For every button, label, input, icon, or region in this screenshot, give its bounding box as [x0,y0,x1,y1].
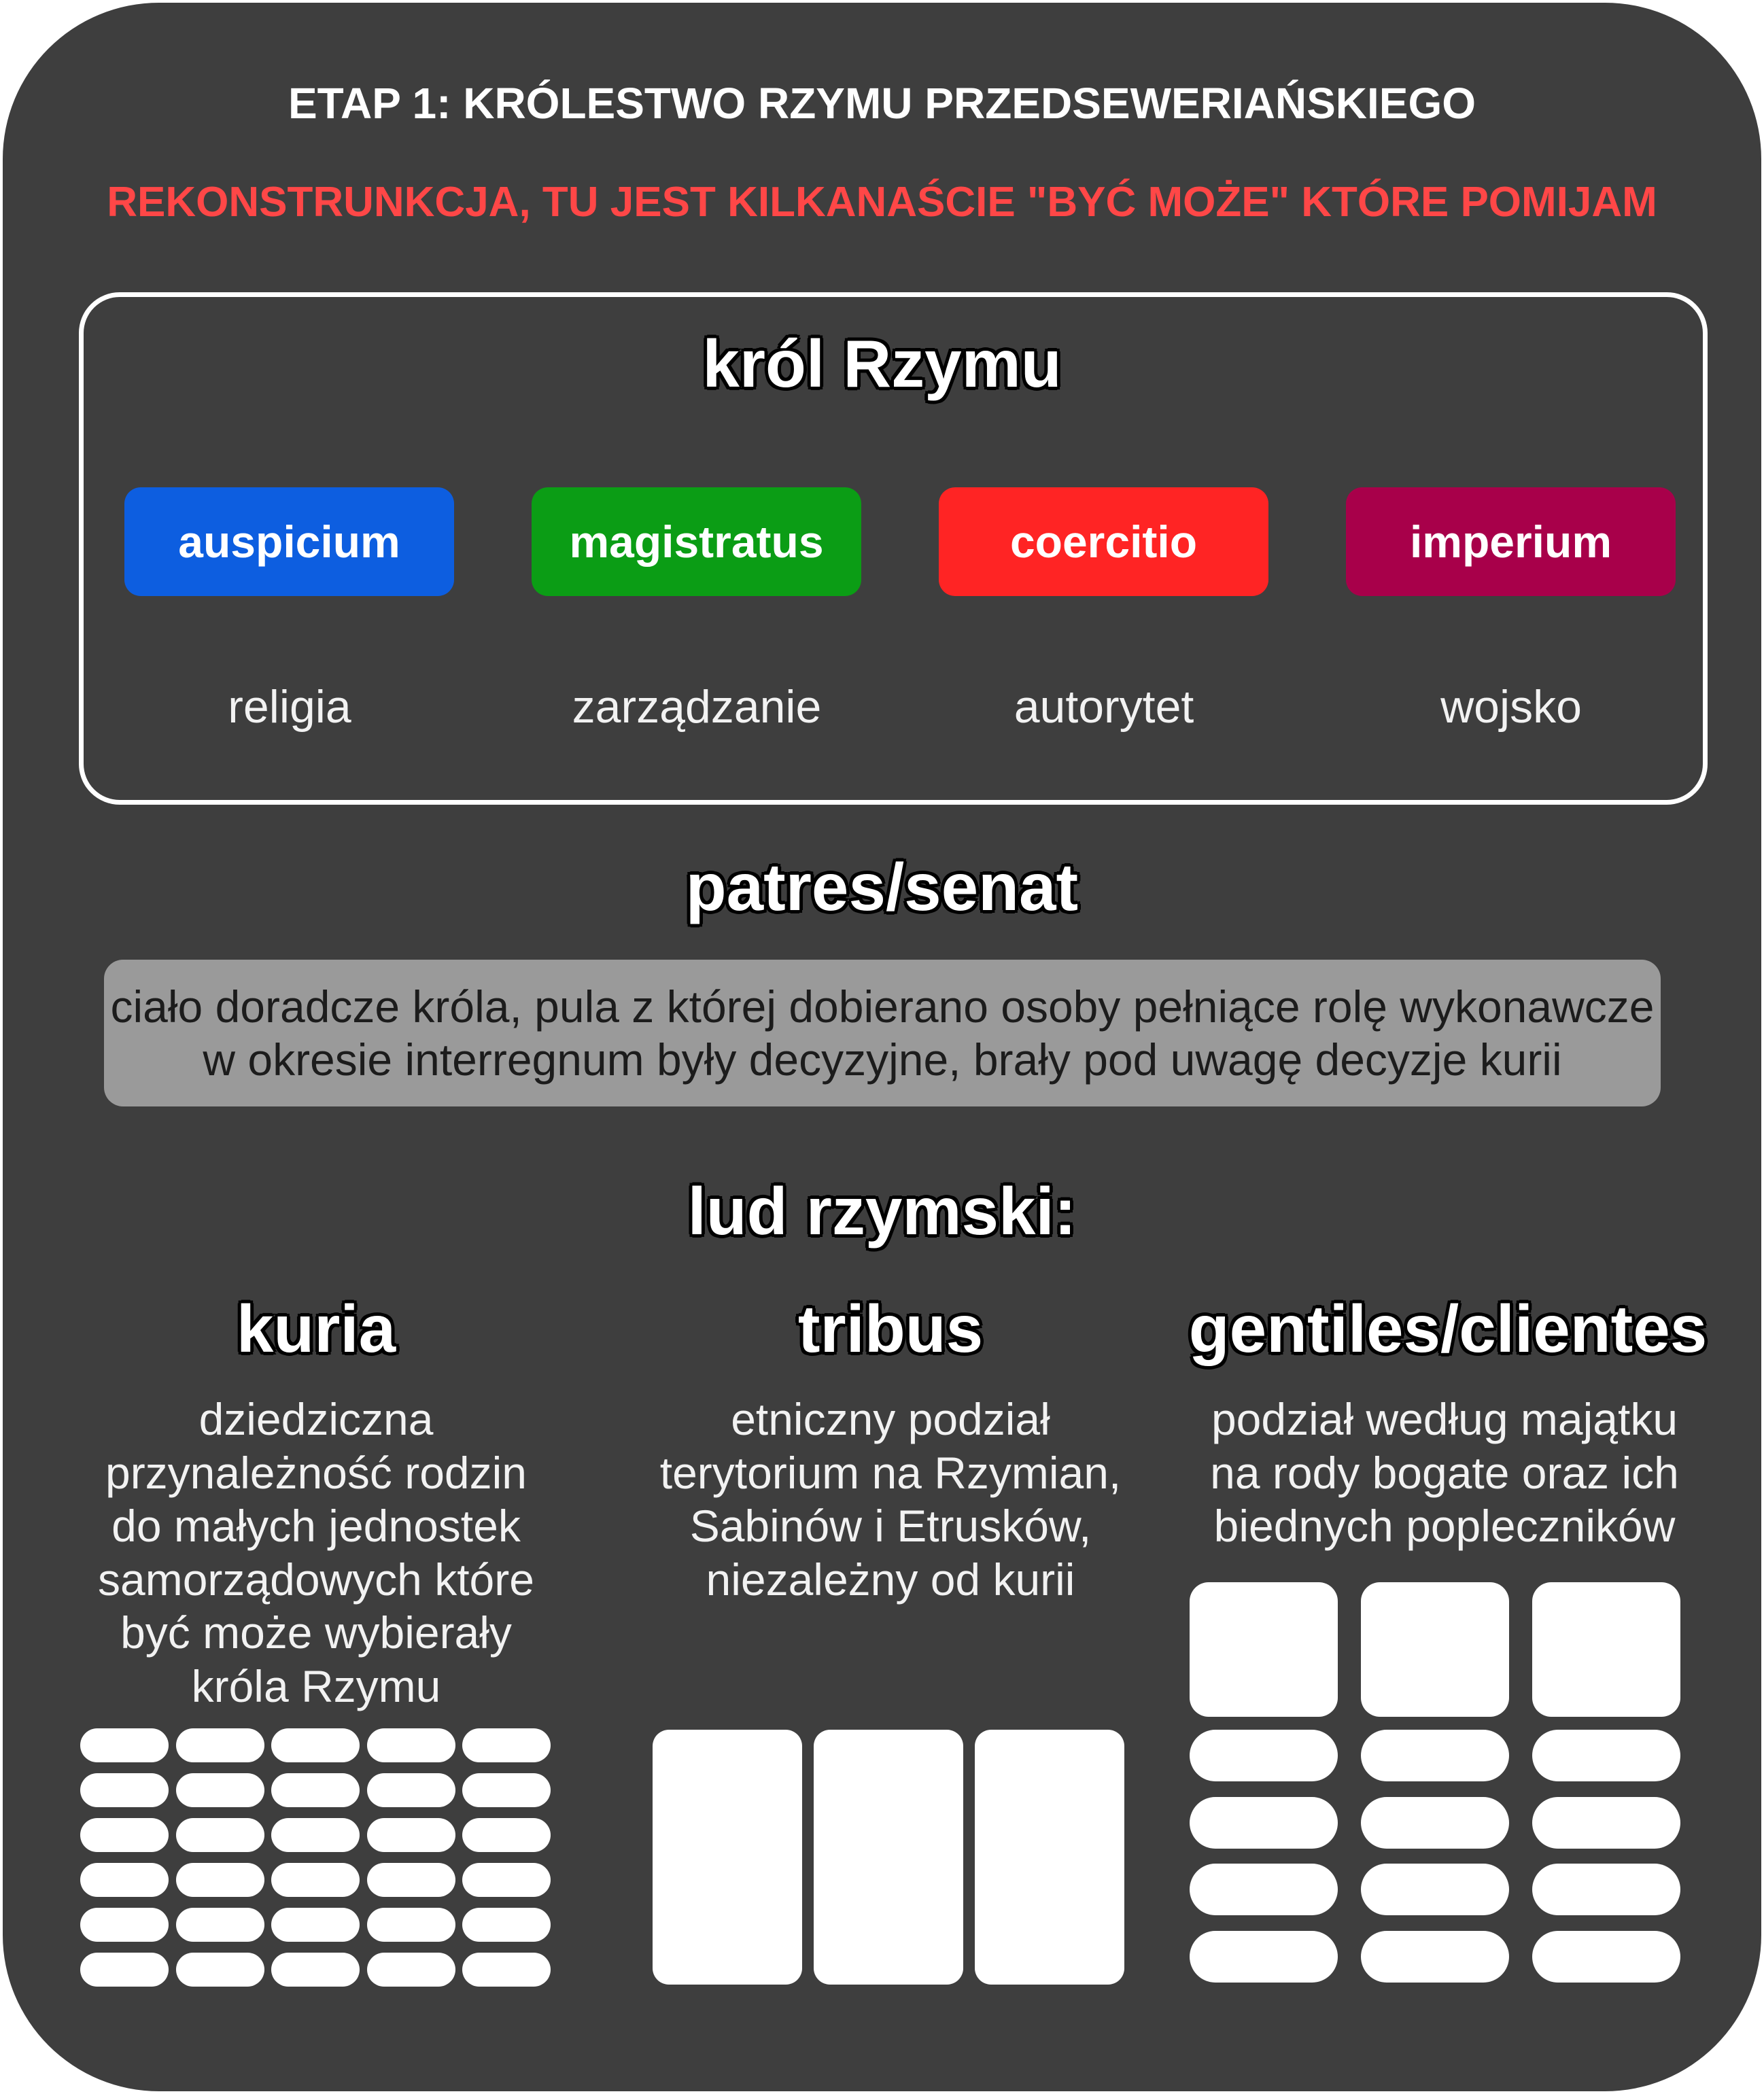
clientes-unit [1532,1931,1680,1983]
clientes-unit [1532,1864,1680,1915]
kuria-unit [271,1863,360,1897]
gentiles-unit [1532,1582,1680,1717]
power-auspicium [124,487,454,596]
senat-description-line2: w okresie interregnum były decyzyjne, brały pod uwagę decyzje kurii [203,1034,1562,1085]
king-title: król Rzymu [702,326,1062,401]
power-magistratus-label: magistratus [569,517,824,567]
kuria-unit [176,1773,264,1807]
group-title-kuria: kuria [236,1291,396,1366]
kuria-unit [271,1818,360,1852]
clientes-unit [1190,1864,1338,1915]
power-meaning-autorytet: autorytet [1014,681,1194,733]
senat-description-box [104,960,1661,1106]
kuria-unit [462,1773,551,1807]
clientes-unit [1532,1730,1680,1781]
group-title-gentiles-clientes: gentiles/clientes [1188,1291,1708,1366]
kuria-unit [462,1863,551,1897]
kuria-unit [367,1863,455,1897]
group-desc-gentiles-line: na rody bogate oraz ich [1210,1447,1679,1498]
tribus-unit [814,1730,963,1985]
power-meaning-wojsko: wojsko [1440,681,1582,733]
clientes-unit [1361,1931,1509,1983]
group-desc-tribus-line: niezależny od kurii [706,1554,1075,1605]
kuria-unit [176,1728,264,1762]
group-desc-kuria-line: króla Rzymu [191,1660,441,1711]
kuria-unit [271,1908,360,1942]
kuria-unit [80,1863,169,1897]
kuria-unit [462,1818,551,1852]
clientes-unit [1361,1730,1509,1781]
kuria-unit [80,1773,169,1807]
kuria-unit [176,1953,264,1987]
group-desc-gentiles-line: podział według majątku [1211,1394,1678,1444]
group-desc-tribus-line: Sabinów i Etrusków, [689,1501,1092,1551]
people-title: lud rzymski: [687,1174,1077,1249]
clientes-unit [1190,1931,1338,1983]
group-desc-kuria-line: dziedziczna [198,1394,434,1444]
kuria-unit [271,1728,360,1762]
power-imperium-label: imperium [1409,517,1612,567]
group-desc-kuria [41,1393,591,1713]
group-desc-tribus [612,1393,1169,1606]
group-desc-kuria-line: samorządowych które [98,1554,534,1605]
stage-title: ETAP 1: KRÓLESTWO RZYMU PRZEDSEWERIAŃSKIEGO [288,79,1476,128]
kuria-unit [176,1863,264,1897]
kuria-unit [462,1728,551,1762]
stage-subtitle: REKONSTRUNKCJA, TU JEST KILKANAŚCIE "BYĆ MOŻE" KTÓRE POMIJAM [107,179,1657,226]
clientes-unit [1361,1864,1509,1915]
kuria-unit [367,1908,455,1942]
group-desc-gentiles-clientes [1169,1393,1720,1553]
kuria-unit [80,1908,169,1942]
group-desc-gentiles-line: biednych popleczników [1213,1501,1676,1551]
clientes-unit [1190,1797,1338,1849]
power-meaning-zarzadzanie: zarządzanie [572,681,822,733]
kuria-unit [462,1953,551,1987]
kuria-unit [80,1953,169,1987]
group-desc-kuria-line: być może wybierały [120,1607,512,1658]
kuria-unit [176,1908,264,1942]
gentiles-unit [1190,1582,1338,1717]
power-meaning-religia: religia [228,681,351,733]
power-coercitio-label: coercitio [1009,517,1198,567]
kuria-unit [367,1818,455,1852]
power-magistratus [532,487,861,596]
clientes-unit [1190,1730,1338,1781]
group-desc-tribus-line: terytorium na Rzymian, [659,1447,1122,1498]
group-desc-kuria-line: do małych jednostek [111,1501,521,1551]
kuria-unit [367,1728,455,1762]
group-title-tribus: tribus [797,1291,984,1366]
senat-description-line1: ciało doradcze króla, pula z której dobierano osoby pełniące rolę wykonawcze [110,981,1655,1032]
senat-title: patres/senat [685,850,1079,924]
power-auspicium-label: auspicium [178,517,400,567]
power-imperium [1346,487,1676,596]
tribus-unit [975,1730,1124,1985]
kuria-unit [80,1818,169,1852]
tribus-unit [653,1730,802,1985]
kuria-unit [271,1773,360,1807]
group-desc-tribus-line: etniczny podział [731,1394,1050,1444]
kuria-unit [367,1773,455,1807]
gentiles-unit [1361,1582,1509,1717]
group-desc-kuria-line: przynależność rodzin [105,1447,527,1498]
kuria-unit [80,1728,169,1762]
clientes-unit [1361,1797,1509,1849]
kuria-unit [462,1908,551,1942]
kuria-unit [176,1818,264,1852]
clientes-unit [1532,1797,1680,1849]
kuria-unit [271,1953,360,1987]
kuria-unit [367,1953,455,1987]
power-coercitio [939,487,1268,596]
